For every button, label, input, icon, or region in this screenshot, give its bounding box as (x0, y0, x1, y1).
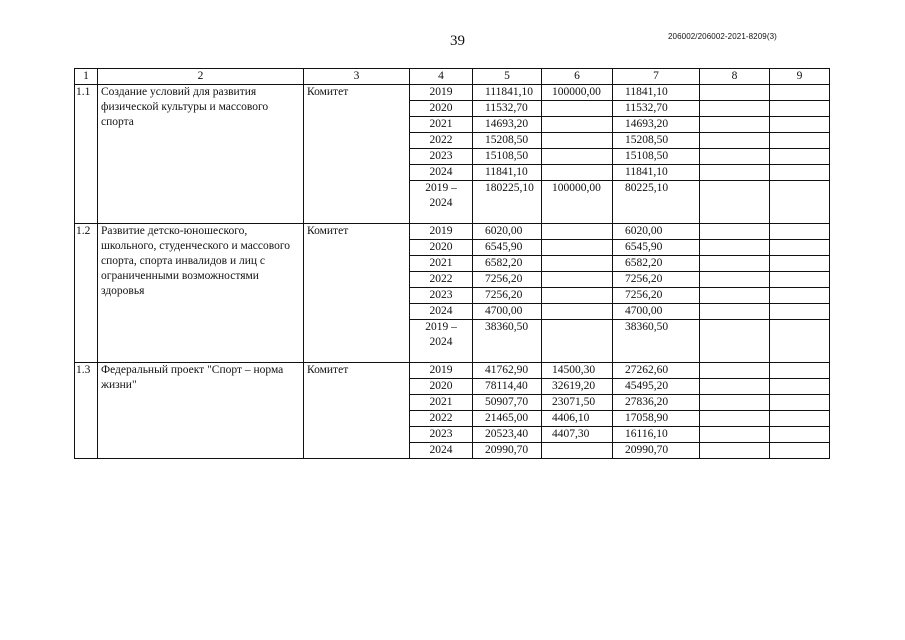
regional-amount-cell: 11841,10 (613, 85, 700, 101)
column-9-cell (770, 149, 830, 165)
item-name: Развитие детско-юношеского, школьного, студенческого и массового спорта, спорта инвалидов и лиц с ограниченными возможностями здоровья (98, 224, 304, 363)
column-9-cell (770, 133, 830, 149)
column-9-cell (770, 224, 830, 240)
table-row (75, 85, 830, 101)
federal-amount-cell (542, 101, 613, 117)
column-8-cell (700, 117, 770, 133)
item-executor: Комитет (304, 85, 410, 224)
total-amount-cell: 7256,20 (473, 272, 542, 288)
column-9-cell (770, 256, 830, 272)
column-9-cell (770, 320, 830, 363)
column-8-cell (700, 101, 770, 117)
year-cell: 2020 (410, 101, 473, 117)
year-cell: 2021 (410, 117, 473, 133)
year-cell: 2023 (410, 288, 473, 304)
regional-amount-cell: 27262,60 (613, 363, 700, 379)
column-8-cell (700, 240, 770, 256)
total-amount-cell: 4700,00 (473, 304, 542, 320)
year-cell: 2019 – 2024 (410, 320, 473, 363)
column-8-cell (700, 379, 770, 395)
regional-amount-cell: 80225,10 (613, 181, 700, 224)
year-cell: 2020 (410, 240, 473, 256)
regional-amount-cell: 14693,20 (613, 117, 700, 133)
federal-amount-cell (542, 165, 613, 181)
column-9-cell (770, 363, 830, 379)
federal-amount-cell: 4406,10 (542, 411, 613, 427)
regional-amount-cell: 16116,10 (613, 427, 700, 443)
total-amount-cell: 15108,50 (473, 149, 542, 165)
column-8-cell (700, 272, 770, 288)
item-number: 1.2 (75, 224, 98, 363)
year-cell: 2022 (410, 133, 473, 149)
year-cell: 2024 (410, 304, 473, 320)
total-amount-cell: 38360,50 (473, 320, 542, 363)
year-cell: 2024 (410, 165, 473, 181)
total-amount-cell: 41762,90 (473, 363, 542, 379)
regional-amount-cell: 15108,50 (613, 149, 700, 165)
regional-amount-cell: 7256,20 (613, 288, 700, 304)
item-name: Создание условий для развития физической культуры и массового спорта (98, 85, 304, 224)
federal-amount-cell (542, 272, 613, 288)
column-header: 9 (770, 69, 830, 85)
regional-amount-cell: 6020,00 (613, 224, 700, 240)
budget-table (74, 68, 830, 459)
regional-amount-cell: 11532,70 (613, 101, 700, 117)
column-8-cell (700, 320, 770, 363)
regional-amount-cell: 17058,90 (613, 411, 700, 427)
year-cell: 2024 (410, 443, 473, 459)
column-9-cell (770, 395, 830, 411)
federal-amount-cell (542, 304, 613, 320)
year-cell: 2021 (410, 256, 473, 272)
column-header: 8 (700, 69, 770, 85)
regional-amount-cell: 27836,20 (613, 395, 700, 411)
table-row (75, 363, 830, 379)
federal-amount-cell (542, 443, 613, 459)
total-amount-cell: 20523,40 (473, 427, 542, 443)
column-header: 4 (410, 69, 473, 85)
federal-amount-cell (542, 256, 613, 272)
column-8-cell (700, 363, 770, 379)
column-9-cell (770, 101, 830, 117)
regional-amount-cell: 45495,20 (613, 379, 700, 395)
federal-amount-cell: 14500,30 (542, 363, 613, 379)
column-header: 6 (542, 69, 613, 85)
total-amount-cell: 6020,00 (473, 224, 542, 240)
column-9-cell (770, 288, 830, 304)
column-8-cell (700, 133, 770, 149)
federal-amount-cell: 100000,00 (542, 181, 613, 224)
column-8-cell (700, 288, 770, 304)
regional-amount-cell: 20990,70 (613, 443, 700, 459)
total-amount-cell: 6582,20 (473, 256, 542, 272)
column-header: 1 (75, 69, 98, 85)
page-number: 39 (450, 33, 465, 49)
total-amount-cell: 20990,70 (473, 443, 542, 459)
column-8-cell (700, 411, 770, 427)
header-row (75, 69, 830, 85)
item-number: 1.3 (75, 363, 98, 459)
total-amount-cell: 15208,50 (473, 133, 542, 149)
column-8-cell (700, 256, 770, 272)
total-amount-cell: 78114,40 (473, 379, 542, 395)
year-cell: 2020 (410, 379, 473, 395)
column-8-cell (700, 165, 770, 181)
federal-amount-cell: 100000,00 (542, 85, 613, 101)
total-amount-cell: 14693,20 (473, 117, 542, 133)
regional-amount-cell: 6545,90 (613, 240, 700, 256)
total-amount-cell: 6545,90 (473, 240, 542, 256)
column-9-cell (770, 165, 830, 181)
column-8-cell (700, 304, 770, 320)
table-row (75, 224, 830, 240)
year-cell: 2019 – 2024 (410, 181, 473, 224)
total-amount-cell: 11841,10 (473, 165, 542, 181)
column-9-cell (770, 117, 830, 133)
column-8-cell (700, 395, 770, 411)
column-9-cell (770, 85, 830, 101)
year-cell: 2019 (410, 224, 473, 240)
regional-amount-cell: 11841,10 (613, 165, 700, 181)
column-9-cell (770, 379, 830, 395)
regional-amount-cell: 4700,00 (613, 304, 700, 320)
column-header: 5 (473, 69, 542, 85)
total-amount-cell: 21465,00 (473, 411, 542, 427)
column-header: 3 (304, 69, 410, 85)
column-8-cell (700, 443, 770, 459)
item-name: Федеральный проект "Спорт – норма жизни" (98, 363, 304, 459)
column-8-cell (700, 149, 770, 165)
total-amount-cell: 180225,10 (473, 181, 542, 224)
regional-amount-cell: 38360,50 (613, 320, 700, 363)
federal-amount-cell: 32619,20 (542, 379, 613, 395)
column-8-cell (700, 85, 770, 101)
column-header: 7 (613, 69, 700, 85)
year-cell: 2022 (410, 272, 473, 288)
year-cell: 2023 (410, 149, 473, 165)
federal-amount-cell: 4407,30 (542, 427, 613, 443)
year-cell: 2019 (410, 363, 473, 379)
column-9-cell (770, 181, 830, 224)
column-9-cell (770, 427, 830, 443)
total-amount-cell: 111841,10 (473, 85, 542, 101)
item-executor: Комитет (304, 363, 410, 459)
item-number: 1.1 (75, 85, 98, 224)
total-amount-cell: 7256,20 (473, 288, 542, 304)
federal-amount-cell (542, 320, 613, 363)
federal-amount-cell (542, 288, 613, 304)
total-amount-cell: 50907,70 (473, 395, 542, 411)
column-9-cell (770, 304, 830, 320)
year-cell: 2021 (410, 395, 473, 411)
regional-amount-cell: 7256,20 (613, 272, 700, 288)
column-header: 2 (98, 69, 304, 85)
year-cell: 2022 (410, 411, 473, 427)
column-9-cell (770, 240, 830, 256)
column-8-cell (700, 181, 770, 224)
regional-amount-cell: 15208,50 (613, 133, 700, 149)
federal-amount-cell (542, 240, 613, 256)
federal-amount-cell (542, 117, 613, 133)
column-8-cell (700, 427, 770, 443)
total-amount-cell: 11532,70 (473, 101, 542, 117)
year-cell: 2019 (410, 85, 473, 101)
column-9-cell (770, 272, 830, 288)
year-cell: 2023 (410, 427, 473, 443)
column-9-cell (770, 411, 830, 427)
item-executor: Комитет (304, 224, 410, 363)
document-code: 206002/206002-2021-8209(3) (668, 32, 777, 41)
federal-amount-cell (542, 133, 613, 149)
regional-amount-cell: 6582,20 (613, 256, 700, 272)
column-9-cell (770, 443, 830, 459)
column-8-cell (700, 224, 770, 240)
federal-amount-cell (542, 224, 613, 240)
federal-amount-cell (542, 149, 613, 165)
federal-amount-cell: 23071,50 (542, 395, 613, 411)
